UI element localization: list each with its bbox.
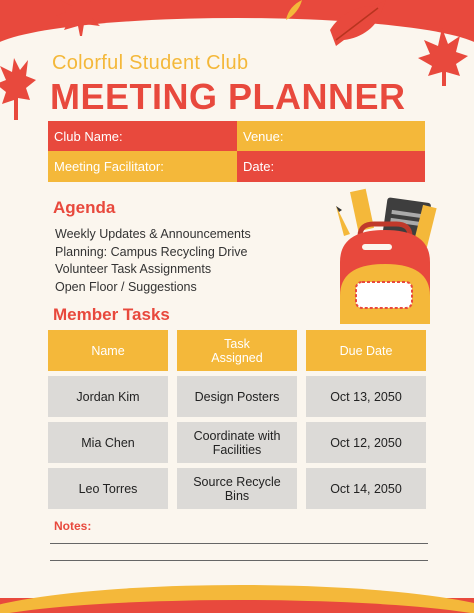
agenda-item: Planning: Campus Recycling Drive bbox=[55, 244, 248, 259]
cell-task: Source Recycle Bins bbox=[177, 468, 297, 509]
maple-leaf-icon bbox=[326, 0, 390, 46]
page-title: MEETING PLANNER bbox=[50, 76, 406, 117]
cell-due-date: Oct 13, 2050 bbox=[306, 376, 426, 417]
notes-label: Notes: bbox=[54, 519, 92, 533]
date-field[interactable]: Date: bbox=[237, 151, 425, 182]
agenda-list bbox=[55, 226, 251, 296]
maple-leaf-icon bbox=[52, 0, 108, 40]
table-row bbox=[48, 468, 426, 509]
club-name-field[interactable]: Club Name: bbox=[48, 121, 237, 151]
cell-name: Leo Torres bbox=[48, 468, 168, 509]
cell-due-date: Oct 14, 2050 bbox=[306, 468, 426, 509]
backpack-icon bbox=[330, 186, 440, 326]
agenda-item: Open Floor / Suggestions bbox=[55, 279, 197, 294]
notes-line[interactable] bbox=[50, 560, 428, 561]
meeting-info-grid bbox=[48, 121, 425, 182]
maple-leaf-icon bbox=[0, 40, 36, 122]
cell-name: Mia Chen bbox=[48, 422, 168, 463]
facilitator-field[interactable]: Meeting Facilitator: bbox=[48, 151, 237, 182]
cell-task: Coordinate with Facilities bbox=[177, 422, 297, 463]
agenda-item: Weekly Updates & Announcements bbox=[55, 227, 251, 241]
column-header-task: Task Assigned bbox=[177, 330, 297, 371]
maple-leaf-icon bbox=[416, 22, 470, 88]
table-row bbox=[48, 376, 426, 417]
column-header-due-date: Due Date bbox=[306, 330, 426, 371]
cell-name: Jordan Kim bbox=[48, 376, 168, 417]
maple-leaf-icon bbox=[282, 0, 304, 22]
agenda-item: Volunteer Task Assignments bbox=[55, 262, 212, 276]
notes-line[interactable] bbox=[50, 543, 428, 544]
venue-field[interactable]: Venue: bbox=[237, 121, 425, 151]
table-row bbox=[48, 422, 426, 463]
club-subtitle: Colorful Student Club bbox=[52, 52, 249, 74]
member-tasks-table bbox=[48, 330, 426, 514]
agenda-heading: Agenda bbox=[53, 198, 116, 217]
cell-due-date: Oct 12, 2050 bbox=[306, 422, 426, 463]
cell-task: Design Posters bbox=[177, 376, 297, 417]
member-tasks-heading: Member Tasks bbox=[53, 305, 170, 324]
table-header-row bbox=[48, 330, 426, 371]
column-header-name: Name bbox=[48, 330, 168, 371]
